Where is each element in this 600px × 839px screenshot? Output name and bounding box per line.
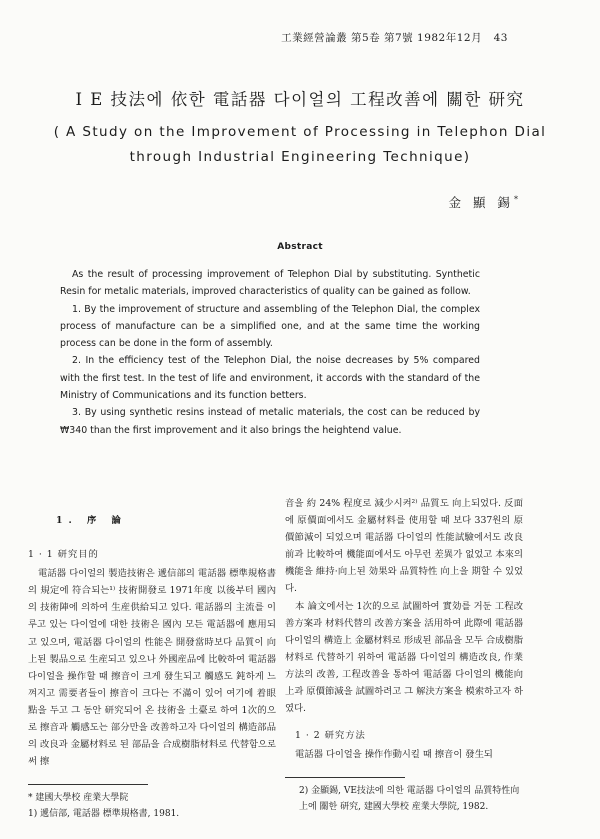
author-mark: * — [514, 194, 518, 204]
title-english — [0, 120, 600, 170]
title-korean: I E 技法에 依한 電話器 다이얼의 工程改善에 關한 研究 — [75, 90, 525, 109]
body-paragraph: 電話器 다이얼의 製造技術은 遞信部의 電話器 標準規格書의 規定에 符合되는¹⁾ 技術開發로 1971年度 以後부터 國內의 技術陣에 의하여 生産供給되고 있다. 電話器의 主流를 이루고 있는 다이얼에 대한 技術은 國內 모든 電話器에 應用되고 있으며, 電話器 다이얼의 性能은 開發當時보다 品質이 向上된 製品으로 生産되고 있으나 外國産品에 比較하여 電話器 다이얼을 操作할 때 擦音이 크게 發生되고 觸感도 鈍하게 느껴지고 需要者들이 擦音이 크다는 不滿이 있어 여기에 着眼點을 두고 그 동안 研究되어 온 技術을 土臺로 하여 1次的으로 擦音과 觸感도는 部分만을 改善하고자 다이얼의 構造部品의 改良과 金屬材料로 된 部品을 合成樹脂材料로 代替함으로써 擦 — [28, 568, 276, 768]
abstract-point-1: 1. By the improvement of structure and assembling of the Telephon Dial, the complex process of manufacture can be a simplified one, and at the same time the working process can be done in the form of assembly. — [60, 303, 480, 350]
subsection-title-method: 1 · 2 研究方法 — [295, 730, 366, 742]
footnote-rule — [28, 784, 148, 785]
abstract-point-3: 3. By using synthetic resins instead of metalic materials, the cost can be reduced by ₩340 than the first improvement and it also brings the heightend value. — [60, 407, 480, 436]
page-number: 43 — [493, 32, 508, 44]
footnote-author: * 建國大學校 産業大學院 — [28, 793, 129, 804]
abstract-intro: As the result of processing improvement of Telephon Dial by substituting. Synthetic Resin for metalic materials, improved characteristics of quality can be gained as follow. — [60, 269, 480, 298]
footnote-2: 2) 金顯錫, VE技法에 의한 電話器 다이얼의 品質特性向上에 關한 研究, 建國大學校 産業大學院, 1982. — [299, 786, 520, 812]
spacer — [285, 717, 523, 727]
abstract-heading: Abstract — [277, 242, 323, 252]
section-title-introduction: 1. 序 論 — [56, 515, 127, 526]
abstract-point-2: 2. In the efficiency test of the Telephon Dial, the noise decreases by 5% compared with the first test. In the test of life and environment, it accords with the standard of the Ministry of Communications and its function betters. — [60, 355, 480, 402]
running-header — [281, 30, 508, 45]
abstract — [60, 266, 480, 439]
title-english-line2: through Industrial Engineering Technique) — [129, 149, 471, 165]
footnote-1: 1) 遞信部, 電話器 標準規格書, 1981. — [28, 808, 180, 819]
author — [449, 193, 518, 211]
body-paragraph-continued: 音을 約 24% 程度로 減少시켜²⁾ 品質도 向上되었다. 反面에 原價面에서도 金屬材料를 使用할 때 보다 337원의 原價節減이 되었으며 電話器 다이얼의 性能試驗에서도 改良前과 比較하여 機能面에서도 아무런 差異가 없었고 本來의 機能을 維持·向上된 効果와 品質特性 向上을 期할 수 있었다. — [285, 498, 523, 595]
body-paragraph: 電話器 다이얼을 操作作動시킬 때 擦音이 發生되 — [295, 749, 493, 761]
journal-info: 工業經營論叢 第5卷 第7號 1982年12月 — [281, 32, 483, 44]
subsection-title-purpose: 1 · 1 研究目的 — [28, 549, 99, 561]
title-english-line1: ( A Study on the Improvement of Processing in Telephon Dial — [53, 124, 547, 140]
left-column — [28, 512, 276, 822]
right-column — [285, 495, 523, 815]
author-name: 金 顯 錫 — [448, 195, 514, 210]
body-paragraph: 本 論文에서는 1次的으로 試圖하여 實効를 거둔 工程改善方案과 材料代替의 改善方案을 活用하여 此際에 電話器 다이얼의 構造上 金屬材料로 形成된 部品을 모두 合成樹脂材料로 代替하기 위하여 電話器 다이얼의 構造改良, 作業方法의 改善, 工程改善을 통하여 電話器 다이얼의 機能向上과 原價節減을 試圖하려고 그 解決方案을 模索하고자 하였다. — [285, 600, 524, 715]
footnote-rule — [285, 777, 405, 778]
